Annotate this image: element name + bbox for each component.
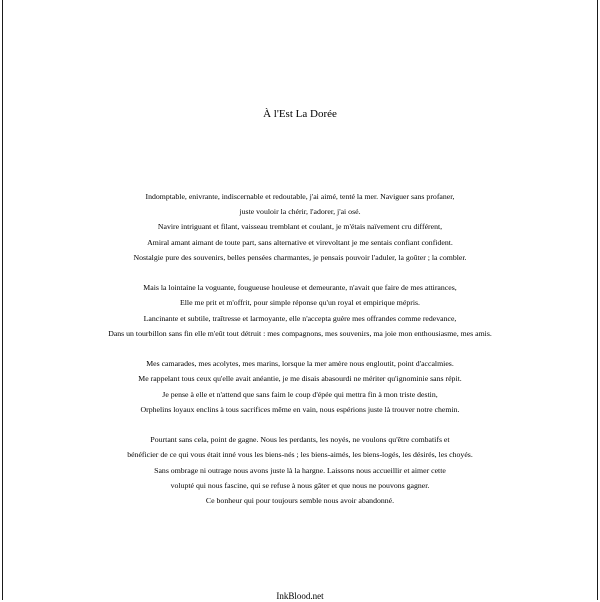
- stanza-2: [10, 280, 590, 341]
- poem-line: Ce bonheur qui pour toujours semble nous avoir abandonné.: [205, 496, 395, 506]
- poem-line: Navire intriguant et filant, vaisseau tremblant et coulant, je m'étais naïvement cru différent,: [157, 222, 443, 232]
- poem-line: bénéficier de ce qui vous était inné vous les biens-nés ; les biens-aimés, les biens-logés, les désirés, les choyés.: [127, 450, 473, 460]
- page-border-right: [597, 0, 598, 600]
- poem-line: Mais la lointaine la voguante, fougueuse houleuse et demeurante, n'avait que faire de mes attirances,: [143, 283, 457, 293]
- poem-line: Lancinante et subtile, traîtresse et larmoyante, elle n'accepta guère mes offrandes comme redevance,: [143, 313, 457, 323]
- poem-line: Nostalgie pure des souvenirs, belles pensées charmantes, je pensais pouvoir l'aduler, la goûter ; la combler.: [133, 252, 467, 262]
- poem-body: [10, 189, 590, 523]
- poem-line: Me rappelant tous ceux qu'elle avait anéantie, je me disais abasourdi ne mériter qu'ignominie sans répit.: [138, 374, 462, 384]
- poem-line: Pourtant sans cela, point de gagne. Nous les perdants, les noyés, ne voulons qu'être combatifs et: [150, 435, 450, 445]
- poem-line: volupté qui nous fascine, qui se refuse à nous gâter et que nous ne pouvons gagner.: [170, 480, 430, 490]
- poem-line: juste vouloir la chérir, l'adorer, j'ai osé.: [239, 207, 361, 217]
- stanza-1: [10, 189, 590, 265]
- stanza-3: [10, 356, 590, 417]
- poem-line: Elle me prit et m'offrit, pour simple réponse qu'un royal et empirique mépris.: [180, 298, 420, 308]
- poem-line: Indomptable, enivrante, indiscernable et redoutable, j'ai aimé, tenté la mer. Naviguer sans profaner,: [145, 192, 455, 201]
- page-border-left: [2, 0, 3, 600]
- poem-title: À l'Est La Dorée: [263, 108, 337, 120]
- poem-line: Amiral amant aimant de toute part, sans alternative et virevoltant je me sentais confiant confident.: [147, 237, 453, 247]
- poem-line: Sans ombrage ni outrage nous avons juste là la hargne. Laissons nous accueillir et aimer cette: [154, 465, 446, 475]
- poem-line: Dans un tourbillon sans fin elle m'eût tout détruit : mes compagnons, mes souvenirs, ma joie mon enthousiasme, mes amis.: [108, 328, 492, 338]
- poem-line: Orphelins loyaux enclins à tous sacrifices même en vain, nous espérions juste là trouver notre chemin.: [140, 404, 460, 414]
- poem-line: Je pense à elle et n'attend que sans faim le coup d'épée qui mettra fin à mon triste destin,: [162, 389, 438, 399]
- site-footer: InkBlood.net: [276, 591, 324, 601]
- stanza-4: [10, 432, 590, 508]
- poem-line: Mes camarades, mes acolytes, mes marins, lorsque la mer amère nous engloutit, point d'accalmies.: [146, 359, 454, 369]
